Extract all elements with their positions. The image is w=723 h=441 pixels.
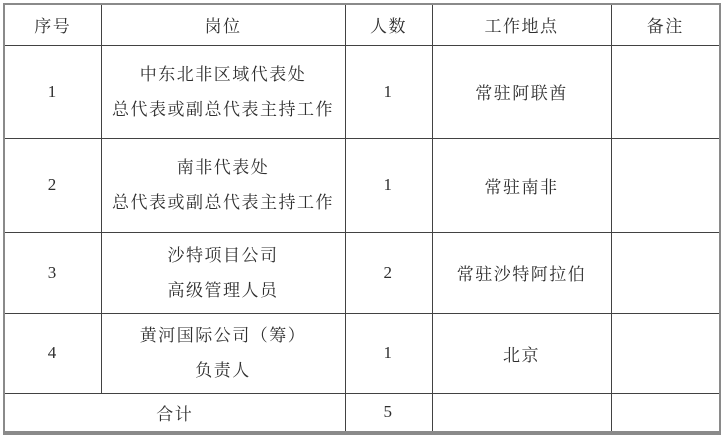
position-line: 黄河国际公司（筹） xyxy=(139,326,307,345)
cell-note xyxy=(611,313,720,393)
position-line: 南非代表处 xyxy=(176,158,270,177)
cell-total-location xyxy=(432,393,611,433)
cell-total-note xyxy=(611,393,720,433)
cell-seq: 2 xyxy=(4,138,101,232)
position-line: 总代表或副总代表主持工作 xyxy=(112,99,334,119)
table-row xyxy=(4,232,720,313)
cell-position xyxy=(101,138,345,232)
cell-seq: 1 xyxy=(4,45,101,138)
table-row xyxy=(4,138,720,232)
recruitment-positions-table xyxy=(3,3,721,435)
table-row xyxy=(4,45,720,138)
position-line: 沙特项目公司 xyxy=(167,245,279,265)
header-cell-position: 岗位 xyxy=(101,4,345,45)
position-line: 高级管理人员 xyxy=(167,280,279,300)
header-cell-seq: 序号 xyxy=(4,4,101,45)
cell-location: 常驻阿联酋 xyxy=(432,45,611,138)
cell-seq: 4 xyxy=(4,313,101,393)
cell-note xyxy=(611,138,720,232)
cell-location: 北京 xyxy=(432,313,611,393)
position-line: 总代表或副总代表主持工作 xyxy=(112,193,334,212)
cell-location: 常驻南非 xyxy=(432,138,611,232)
cell-note xyxy=(611,45,720,138)
table-header-row xyxy=(4,4,720,45)
cell-seq: 3 xyxy=(4,232,101,313)
table-total-row xyxy=(4,393,720,433)
table-row xyxy=(4,313,720,393)
cell-count: 1 xyxy=(345,45,432,138)
header-cell-location: 工作地点 xyxy=(432,4,611,45)
cell-position xyxy=(101,313,345,393)
cell-location: 常驻沙特阿拉伯 xyxy=(432,232,611,313)
header-cell-note: 备注 xyxy=(611,4,720,45)
header-cell-count: 人数 xyxy=(345,4,432,45)
cell-position xyxy=(101,232,345,313)
cell-count: 1 xyxy=(345,313,432,393)
position-line: 负责人 xyxy=(195,361,251,380)
cell-position xyxy=(101,45,345,138)
cell-total-label: 合计 xyxy=(4,393,345,433)
cell-count: 1 xyxy=(345,138,432,232)
cell-total-count: 5 xyxy=(345,393,432,433)
cell-note xyxy=(611,232,720,313)
cell-count: 2 xyxy=(345,232,432,313)
position-line: 中东北非区域代表处 xyxy=(139,64,307,84)
